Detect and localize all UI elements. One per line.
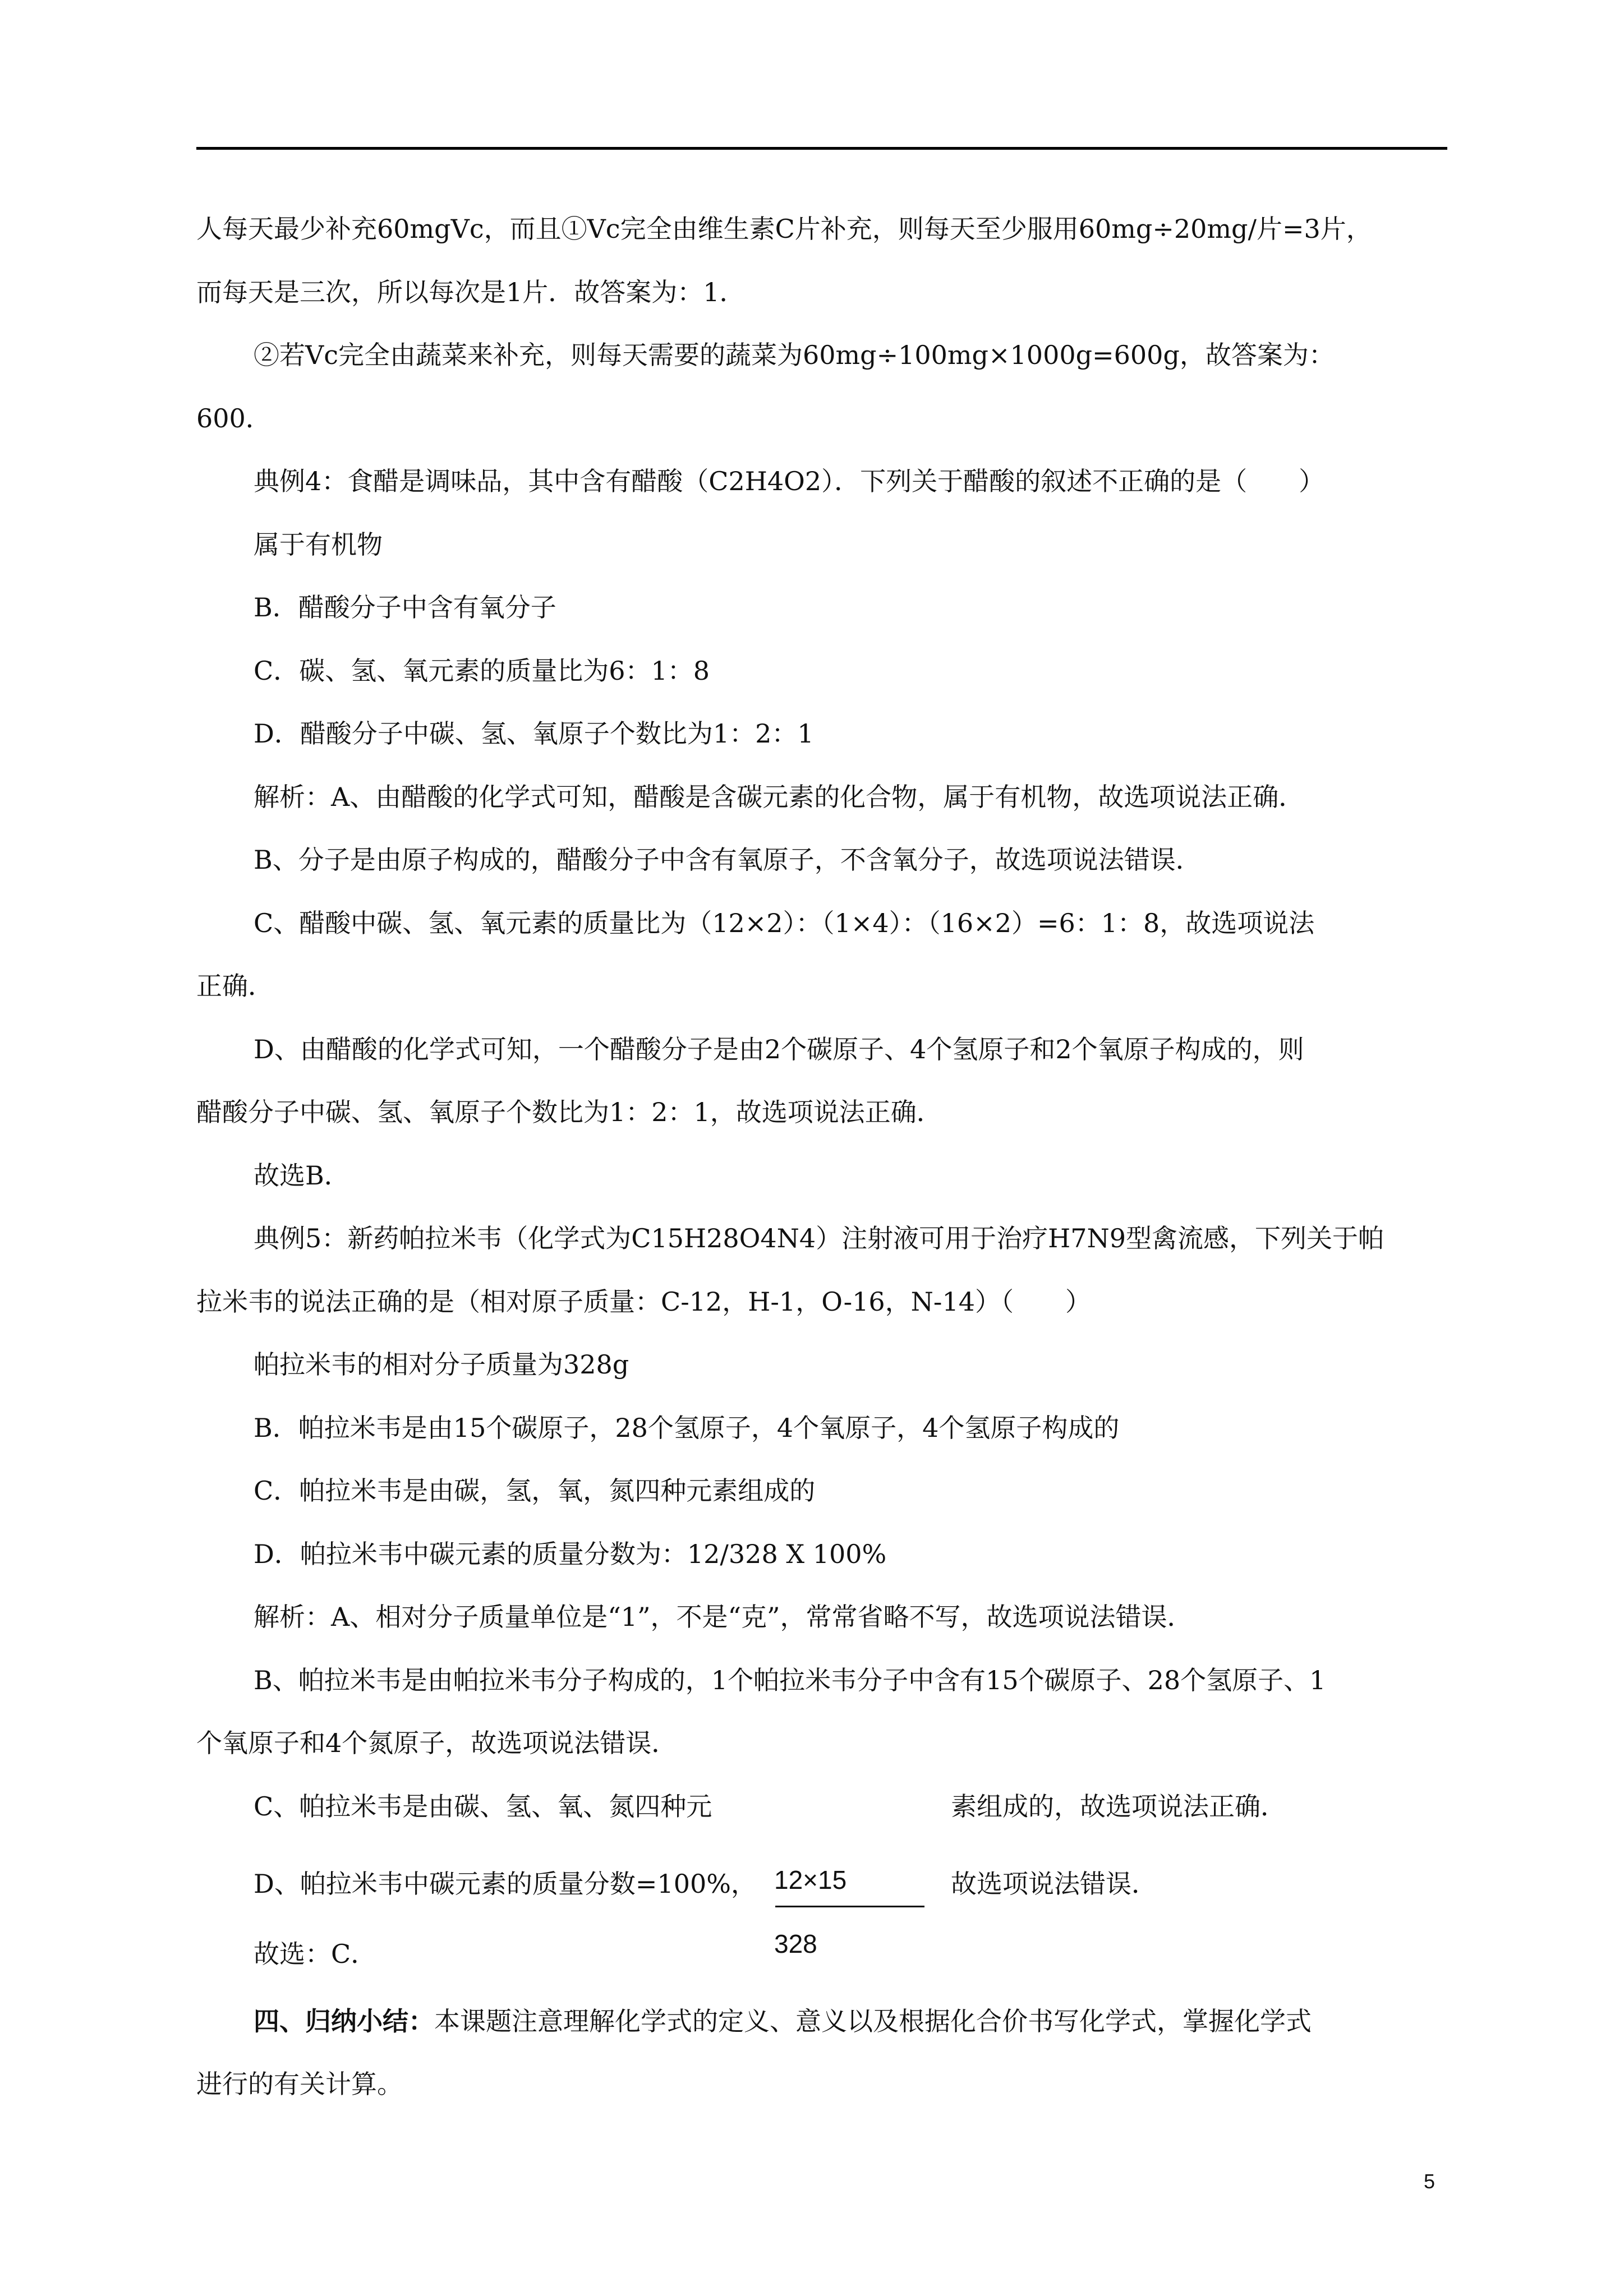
text-line: ②若Vc完全由蔬菜来补充，则每天需要的蔬菜为60mg÷100mg×1000g=600g，故答案为： <box>254 340 1335 370</box>
analysis-line-tail: 故选项说法错误． <box>951 1869 1157 1899</box>
answer-line: 故选B． <box>254 1160 350 1191</box>
page-number: 5 <box>1424 2170 1436 2193</box>
text-line: 600． <box>196 403 272 434</box>
header-rule <box>196 147 1447 150</box>
example-5-question: 典例5：新药帕拉米韦（化学式为C15H28O4N4）注射液可用于治疗H7N9型禽流感，下列关于帕 <box>254 1223 1384 1253</box>
option-d: D．帕拉米韦中碳元素的质量分数为：12/328 X 100% <box>254 1539 887 1569</box>
analysis-line: 醋酸分子中碳、氢、氧原子个数比为1：2：1，故选项说法正确． <box>196 1097 942 1127</box>
fraction-bar <box>775 1906 924 1907</box>
option-d: D．醋酸分子中碳、氢、氧原子个数比为1：2：1 <box>254 718 814 749</box>
analysis-line-tail: 素组成的，故选项说法正确． <box>951 1791 1286 1822</box>
analysis-line: C、醋酸中碳、氢、氧元素的质量比为（12×2）：（1×4）：（16×2）=6：1：8，故选项说法 <box>254 908 1315 938</box>
analysis-line: D、帕拉米韦中碳元素的质量分数=100%， <box>254 1869 757 1899</box>
summary-text: 本课题注意理解化学式的定义、意义以及根据化合价书写化学式，掌握化学式 <box>434 2006 1312 2036</box>
analysis-line: 个氧原子和4个氮原子，故选项说法错误． <box>196 1728 678 1758</box>
option-a: 属于有机物 <box>254 529 383 560</box>
fraction-denominator: 328 <box>774 1929 817 1958</box>
option-b: B．帕拉米韦是由15个碳原子，28个氢原子，4个氧原子，4个氢原子构成的 <box>254 1413 1120 1443</box>
example-5-question: 拉米韦的说法正确的是（相对原子质量：C-12，H-1，O-16，N-14）（ ） <box>196 1287 1091 1317</box>
example-4-question: 典例4：食醋是调味品，其中含有醋酸（C2H4O2）．下列关于醋酸的叙述不正确的是（ ） <box>254 466 1325 496</box>
option-c: C．帕拉米韦是由碳，氢，氧，氮四种元素组成的 <box>254 1476 816 1506</box>
answer-line: 故选：C． <box>254 1939 377 1969</box>
option-b: B．醋酸分子中含有氧分子 <box>254 592 556 623</box>
analysis-line: B、分子是由原子构成的，醋酸分子中含有氧原子，不含氧分子，故选项说法错误． <box>254 845 1202 875</box>
option-c: C．碳、氢、氧元素的质量比为6：1：8 <box>254 656 710 686</box>
analysis-line: D、由醋酸的化学式可知，一个醋酸分子是由2个碳原子、4个氢原子和2个氧原子构成的，则 <box>254 1034 1304 1064</box>
analysis-line: 解析：A、相对分子质量单位是“1”，不是“克”，常常省略不写，故选项说法错误． <box>254 1602 1193 1632</box>
analysis-line: 正确． <box>196 971 274 1001</box>
analysis-line: B、帕拉米韦是由帕拉米韦分子构成的，1个帕拉米韦分子中含有15个碳原子、28个氢原子、1 <box>254 1665 1326 1695</box>
summary-line <box>254 2004 1312 2038</box>
summary-line: 进行的有关计算。 <box>196 2069 403 2099</box>
text-line: 人每天最少补充60mgVc，而且①Vc完全由维生素C片补充，则每天至少服用60mg÷20mg/片=3片， <box>196 214 1372 244</box>
summary-label: 四、归纳小结： <box>254 2006 434 2036</box>
text-line: 而每天是三次，所以每次是1片．故答案为：1． <box>196 277 746 307</box>
fraction-numerator: 12×15 <box>774 1865 847 1894</box>
analysis-line: C、帕拉米韦是由碳、氢、氧、氮四种元 <box>254 1791 712 1822</box>
option-a: 帕拉米韦的相对分子质量为328g <box>254 1349 629 1380</box>
analysis-line: 解析：A、由醋酸的化学式可知，醋酸是含碳元素的化合物，属于有机物，故选项说法正确． <box>254 782 1305 812</box>
